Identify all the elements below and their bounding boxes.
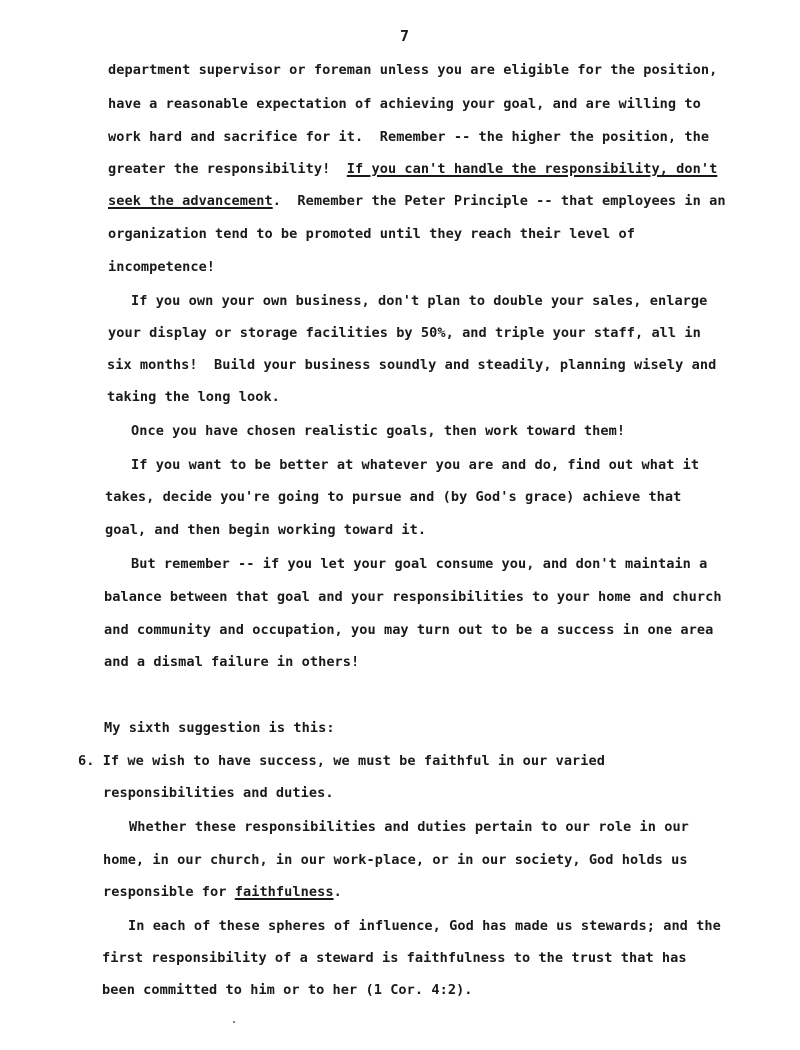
text-line: incompetence! [108,259,216,275]
text-line: taking the long look. [107,389,280,405]
text-line: first responsibility of a steward is faithfulness to the trust that has [102,950,687,966]
text-line: have a reasonable expectation of achieving your goal, and are willing to [108,96,701,112]
text-line: home, in our church, in our work-place, or in our society, God holds us [103,852,688,868]
text-line: your display or storage facilities by 50%, and triple your staff, all in [108,325,701,341]
text-line: takes, decide you're going to pursue and (by God's grace) achieve that [105,489,682,505]
text-line: If you want to be better at whatever you are and do, find out what it [131,457,700,473]
text-line: goal, and then begin working toward it. [105,522,427,538]
text-span: . Remember the Peter Principle -- that employees in an [272,193,726,209]
text-line: balance between that goal and your responsibilities to your home and church [104,589,722,605]
text-line: If you own your own business, don't plan to double your sales, enlarge [131,293,708,309]
page-number: 7 [400,27,410,45]
text-line: Once you have chosen realistic goals, then work toward them! [131,423,626,439]
text-line: Whether these responsibilities and duties pertain to our role in our [129,819,689,835]
text-line: department supervisor or foreman unless you are eligible for the position, [108,62,718,78]
scan-speck [233,1021,235,1023]
underlined-text: If you can't handle the responsibility, don't [346,161,718,177]
text-line: 6. If we wish to have success, we must be faithful in our varied [78,753,605,769]
text-span: greater the responsibility! [108,161,347,177]
text-line: responsibilities and duties. [103,785,334,801]
text-line [108,191,726,211]
text-line: But remember -- if you let your goal consume you, and don't maintain a [131,556,708,572]
text-line: My sixth suggestion is this: [104,720,335,736]
text-line: work hard and sacrifice for it. Remember -- the higher the position, the [108,129,710,145]
text-line: and a dismal failure in others! [104,654,360,670]
text-line: six months! Build your business soundly and steadily, planning wisely and [107,357,717,373]
text-line [108,159,717,179]
text-line: been committed to him or to her (1 Cor. 4:2). [102,982,473,998]
text-line: and community and occupation, you may turn out to be a success in one area [104,622,714,638]
text-line: organization tend to be promoted until they reach their level of [108,226,635,242]
text-span: . [333,884,342,900]
underlined-text: faithfulness [234,884,334,900]
text-line: In each of these spheres of influence, God has made us stewards; and the [128,918,721,934]
text-line [103,882,342,902]
underlined-text: seek the advancement [108,193,273,209]
text-span: responsible for [103,884,235,900]
